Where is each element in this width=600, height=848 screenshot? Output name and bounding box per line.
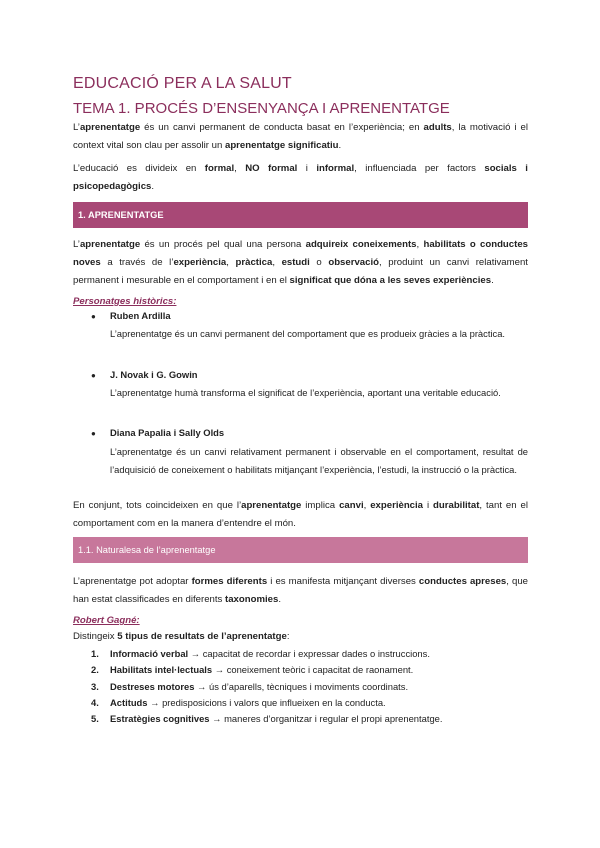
- person-description: L’aprenentatge és un canvi permanent del comportament que es produeix gràcies a la pràctica.: [110, 328, 506, 339]
- robert-gagne-heading: Robert Gagné:: [73, 615, 140, 626]
- person-description: L’aprenentatge humà transforma el significat de l’experiència, aportant una veritable educació.: [110, 387, 501, 398]
- bullet-icon: ●: [91, 429, 96, 438]
- section-banner-aprenentatge: 1. APRENENTATGE: [73, 202, 528, 228]
- intro-paragraph-2: L’educació es divideix en formal, NO formal i informal, influenciada per factors socials i psicopedagògics.: [73, 163, 528, 192]
- list-item: 2. Habilitats intel·lectuals → coneixement teòric i capacitat de raonament.: [91, 664, 414, 675]
- section11-paragraph: L’aprenentatge pot adoptar formes diferents i es manifesta mitjançant diverses conductes apreses, que han estat classificades en diferents taxonomies.: [73, 576, 528, 605]
- historic-figures-heading: Personatges històrics:: [73, 296, 177, 307]
- section1-conclusion: En conjunt, tots coincideixen en que l’aprenentatge implica canvi, experiència i durabilitat, tant en el comportament com en la manera d’entendre el món.: [73, 500, 528, 529]
- section1-paragraph: L’aprenentatge és un procés pel qual una persona adquireix coneixements, habilitats o conductes noves a través de l’experiència, pràctica, estudi o observació, produint un canvi relativament permanent i mesurable en el comportament i en el significat que dóna a les seves experiències.: [73, 239, 528, 286]
- section-banner-naturalesa: 1.1. Naturalesa de l’aprenentatge: [73, 537, 528, 563]
- person-name: J. Novak i G. Gowin: [110, 369, 198, 380]
- intro-paragraph-1: L’aprenentatge és un canvi permanent de conducta basat en l’experiència; en adults, la motivació i el context vital son clau per assolir un aprenentatge significatiu.: [73, 122, 528, 151]
- document-subtitle: TEMA 1. PROCÉS D’ENSENYANÇA I APRENENTATGE: [73, 100, 450, 117]
- person-name: Ruben Ardilla: [110, 310, 171, 321]
- list-item: 3. Destreses motores → ús d’aparells, tècniques i moviments coordinats.: [91, 681, 409, 692]
- bullet-icon: ●: [91, 371, 96, 380]
- gagne-intro: Distingeix 5 tipus de resultats de l’aprenentatge:: [73, 631, 290, 642]
- document-title: EDUCACIÓ PER A LA SALUT: [73, 75, 292, 92]
- person-description: L’aprenentatge és un canvi relativament permanent i observable en el comportament, resultat de l’adquisició de coneixement o habilitats mitjançant l’experiència, l’estudi, la instrucció o la pràctica.: [110, 446, 528, 475]
- list-item: 1. Informació verbal → capacitat de recordar i expressar dades o instruccions.: [91, 648, 430, 659]
- list-item: 4. Actituds → predisposicions i valors que influeixen en la conducta.: [91, 697, 386, 708]
- bullet-icon: ●: [91, 312, 96, 321]
- list-item: 5. Estratègies cognitives → maneres d’organitzar i regular el propi aprenentatge.: [91, 713, 443, 724]
- person-name: Diana Papalia i Sally Olds: [110, 427, 225, 438]
